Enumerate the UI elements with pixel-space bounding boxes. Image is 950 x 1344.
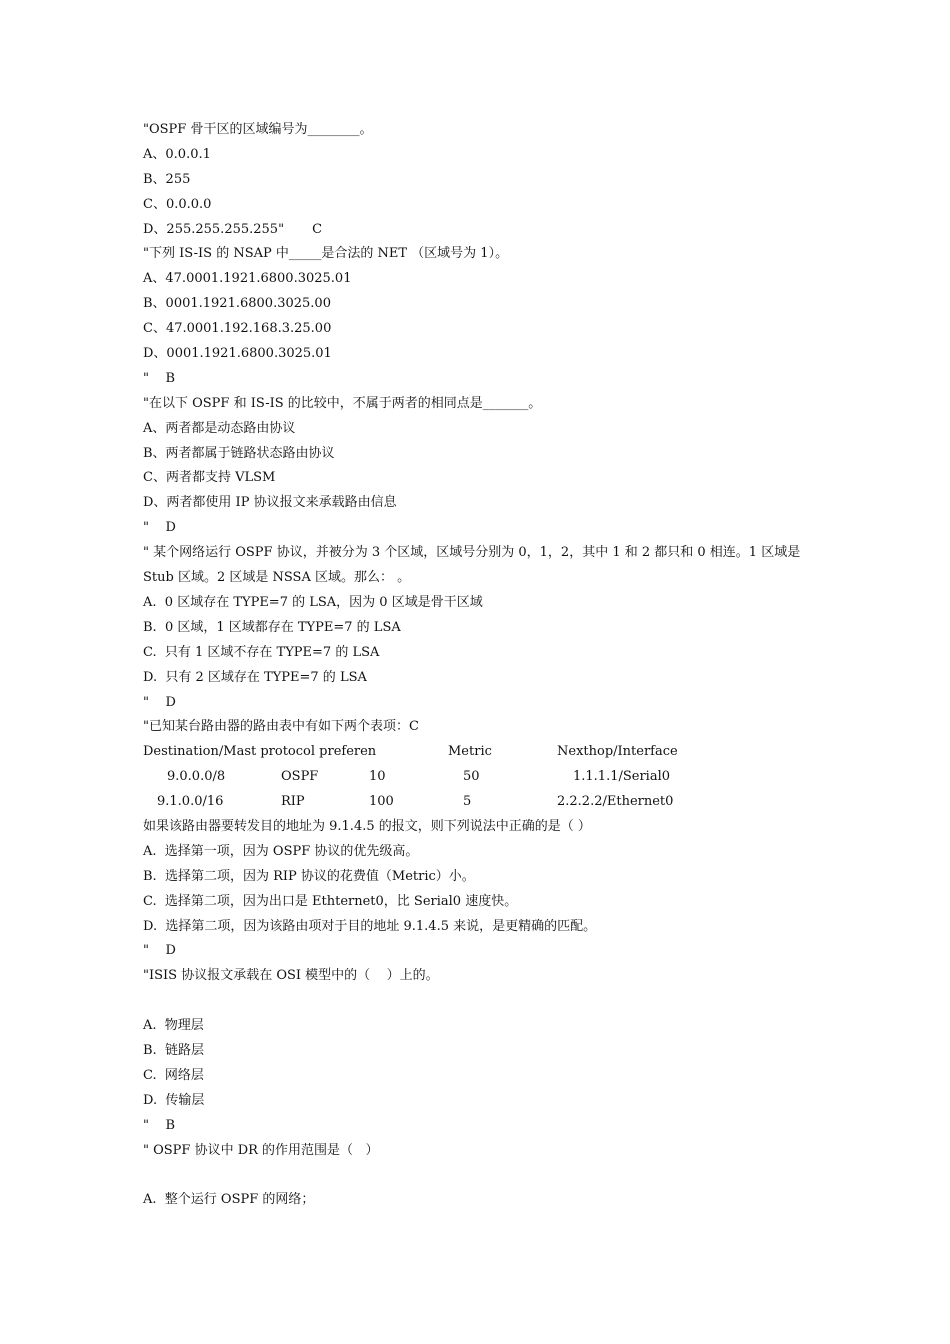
- question-1-option-a: A、0.0.0.1: [143, 146, 211, 162]
- question-2-option-d: D、0001.1921.6800.3025.01: [143, 346, 332, 362]
- question-1-option-d: D、255.255.255.255": [143, 221, 285, 237]
- question-4-option-d: D. 只有 2 区域存在 TYPE=7 的 LSA: [143, 669, 367, 685]
- question-3-answer: " D: [143, 520, 176, 536]
- table-cell-nexthop: 1.1.1.1/Serial0: [573, 769, 671, 785]
- question-3-option-b: B、两者都属于链路状态路由协议: [143, 445, 335, 461]
- question-3-option-d: D、两者都使用 IP 协议报文来承载路由信息: [143, 495, 397, 511]
- question-7-option-a: A. 整个运行 OSPF 的网络；: [143, 1192, 315, 1208]
- question-6-option-d: D. 传输层: [143, 1092, 205, 1108]
- table-cell-preference: 10: [369, 769, 386, 785]
- question-2-option-b: B、0001.1921.6800.3025.00: [143, 296, 331, 312]
- question-1-option-b: B、255: [143, 171, 191, 187]
- question-6-option-a: A. 物理层: [143, 1018, 204, 1034]
- question-5-answer: " D: [143, 943, 176, 959]
- question-5-option-c: C. 选择第二项，因为出口是 Ethternet0，比 Serial0 速度快。: [143, 893, 518, 909]
- question-6-option-b: B. 链路层: [143, 1042, 204, 1058]
- question-3-stem: "在以下 OSPF 和 IS-IS 的比较中，不属于两者的相同点是_______。: [143, 395, 542, 411]
- question-4-option-c: C. 只有 1 区域不存在 TYPE=7 的 LSA: [143, 644, 380, 660]
- question-4-answer: " D: [143, 694, 176, 710]
- table-row: [143, 765, 823, 790]
- question-2-option-c: C、47.0001.192.168.3.25.00: [143, 321, 332, 337]
- table-cell-nexthop: 2.2.2.2/Ethernet0: [557, 794, 674, 810]
- question-3-option-a: A、两者都是动态路由协议: [143, 420, 296, 436]
- table-cell-metric: 50: [463, 769, 480, 785]
- question-1-option-c: C、0.0.0.0: [143, 196, 212, 212]
- question-2-option-a: A、47.0001.1921.6800.3025.01: [143, 271, 352, 287]
- question-5-stem: "已知某台路由器的路由表中有如下两个表项：C: [143, 719, 419, 735]
- table-cell-destination: 9.1.0.0/16: [157, 794, 224, 810]
- document-page: [143, 118, 823, 1213]
- question-1-option-d-with-answer: [143, 218, 823, 243]
- table-cell-preference: 100: [369, 794, 394, 810]
- question-6-stem: "ISIS 协议报文承载在 OSI 模型中的（ ）上的。: [143, 968, 439, 984]
- table-row: [143, 790, 823, 815]
- question-1-answer: C: [312, 221, 323, 237]
- table-header-metric: Metric: [448, 744, 492, 760]
- blank-line: [143, 989, 823, 1014]
- question-5-option-d: D. 选择第二项，因为该路由项对于目的地址 9.1.4.5 来说，是更精确的匹配。: [143, 918, 597, 934]
- question-3-option-c: C、两者都支持 VLSM: [143, 470, 276, 486]
- table-header-destination: Destination/Mast protocol preferen: [143, 744, 377, 760]
- routing-table-header: [143, 740, 823, 765]
- question-2-stem: "下列 IS-IS 的 NSAP 中_____是合法的 NET （区域号为 1）。: [143, 246, 509, 262]
- question-5-question: 如果该路由器要转发目的地址为 9.1.4.5 的报文，则下列说法中正确的是（ ）: [143, 818, 591, 834]
- blank-line: [143, 1163, 823, 1188]
- table-cell-protocol: RIP: [281, 794, 305, 810]
- question-4-option-b: B. 0 区域，1 区域都存在 TYPE=7 的 LSA: [143, 619, 401, 635]
- question-5-option-b: B. 选择第二项，因为 RIP 协议的花费值（Metric）小。: [143, 868, 475, 884]
- question-4-stem: " 某个网络运行 OSPF 协议，并被分为 3 个区域，区域号分别为 0，1，2，其中 1 和 2 都只和 0 相连。1 区域是 Stub 区域。2 区域是 NSSA 区域。那么： 。: [143, 545, 801, 586]
- table-cell-destination: 9.0.0.0/8: [167, 769, 226, 785]
- question-6-option-c: C. 网络层: [143, 1067, 204, 1083]
- table-cell-metric: 5: [463, 794, 472, 810]
- question-4-option-a: A. 0 区域存在 TYPE=7 的 LSA，因为 0 区域是骨干区域: [143, 594, 483, 610]
- question-7-stem: " OSPF 协议中 DR 的作用范围是（ ）: [143, 1142, 379, 1158]
- table-header-nexthop: Nexthop/Interface: [557, 744, 678, 760]
- question-1-stem: "OSPF 骨干区的区域编号为________。: [143, 122, 373, 137]
- question-6-answer: " B: [143, 1117, 176, 1133]
- question-5-option-a: A. 选择第一项，因为 OSPF 协议的优先级高。: [143, 843, 419, 859]
- question-2-answer: " B: [143, 370, 176, 386]
- table-cell-protocol: OSPF: [281, 769, 319, 785]
